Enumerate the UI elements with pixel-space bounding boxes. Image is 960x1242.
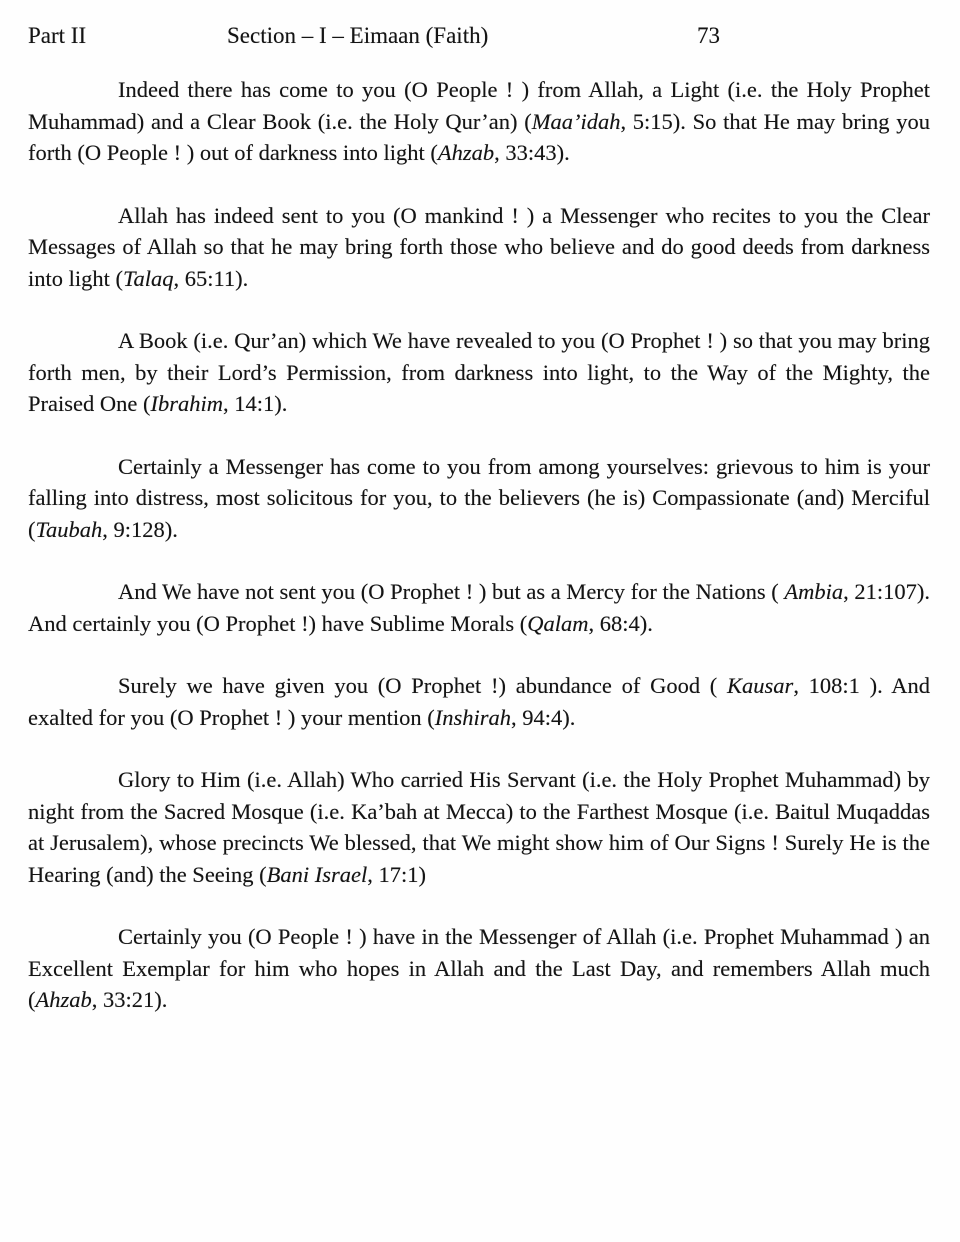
citation-surah-name: Maa’idah: [531, 108, 621, 134]
text-run: , 33:21).: [91, 987, 168, 1012]
citation-surah-name: Kausar: [727, 673, 794, 698]
citation-surah-name: Ahzab: [437, 140, 495, 165]
header-section-title: Section – I – Eimaan (Faith): [227, 23, 489, 48]
paragraph: [28, 921, 930, 1016]
text-run: , 68:4).: [588, 610, 653, 636]
paragraph: [28, 764, 930, 890]
citation-surah-name: Ambia: [784, 579, 844, 604]
text-run: , 94:4).: [511, 704, 576, 730]
paragraph: [28, 670, 930, 733]
paragraph: [28, 325, 930, 420]
citation-surah-name: Taubah: [35, 516, 103, 542]
citation-surah-name: Ibrahim: [150, 391, 223, 416]
paragraph: [28, 576, 930, 639]
paragraph: [28, 200, 930, 295]
text-run: And We have not sent you (O Prophet ! ) but as a Mercy for the Nations (: [118, 579, 785, 604]
text-run: , 14:1).: [222, 391, 288, 416]
text-run: , 17:1): [367, 861, 427, 887]
paragraph-list: [28, 74, 930, 1047]
text-run: A Book (i.e. Qur’an) which We have revealed to you (O Prophet ! ) so that you may bring forth men, by their Lord’s Permission, from darkness into light, to the Way of the Mighty, the Praised One (: [28, 328, 930, 416]
text-run: , 5:15). So that He may bring you forth (O People ! ) out of darkness into light (: [28, 108, 930, 165]
citation-surah-name: Talaq: [123, 265, 174, 291]
text-run: , 108:1 ). And exalted for you (O Prophet ! ) your mention (: [28, 673, 930, 730]
text-run: , 9:128).: [102, 516, 178, 542]
citation-surah-name: Qalam: [527, 610, 589, 636]
paragraph: [28, 451, 930, 546]
header-page-number: 73: [697, 23, 720, 48]
text-run: , 65:11).: [173, 265, 249, 291]
text-run: Surely we have given you (O Prophet !) abundance of Good (: [118, 673, 728, 698]
text-run: Allah has indeed sent to you (O mankind ! ) a Messenger who recites to you the Clear Messages of Allah so that he may bring forth those who believe and do good deeds from darkness into light (: [28, 202, 930, 291]
text-run: Certainly you (O People ! ) have in the Messenger of Allah (i.e. Prophet Muhammad ) an Excellent Exemplar for him who hopes in Allah and the Last Day, and remembers Allah much (: [28, 924, 930, 1012]
header-part-label: Part II: [28, 23, 87, 48]
text-run: , 33:43).: [494, 140, 570, 165]
text-run: Glory to Him (i.e. Allah) Who carried His Servant (i.e. the Holy Prophet Muhammad) by night from the Sacred Mosque (i.e. Ka’bah at Mecca) to the Farthest Mosque (i.e. Baitul Muqaddas at Jerusalem), whose precincts We blessed, that We might show him of Our Signs ! Surely He is the Hearing (and) the Seeing (: [28, 767, 930, 887]
text-run: Certainly a Messenger has come to you from among yourselves: grievous to him is your falling into distress, most solicitous for you, to the believers (he is) Compassionate (and) Merciful (: [28, 453, 930, 542]
citation-surah-name: Inshirah: [434, 704, 512, 730]
text-run: , 21:107). And certainly you (O Prophet !) have Sublime Morals (: [28, 579, 930, 636]
citation-surah-name: Ahzab: [35, 987, 92, 1012]
text-run: Indeed there has come to you (O People ! ) from Allah, a Light (i.e. the Holy Prophet Muhammad) and a Clear Book (i.e. the Holy Qur’an) (: [28, 77, 930, 134]
citation-surah-name: Bani Israel: [266, 861, 368, 887]
paragraph: [28, 74, 930, 169]
running-header: [0, 22, 960, 52]
